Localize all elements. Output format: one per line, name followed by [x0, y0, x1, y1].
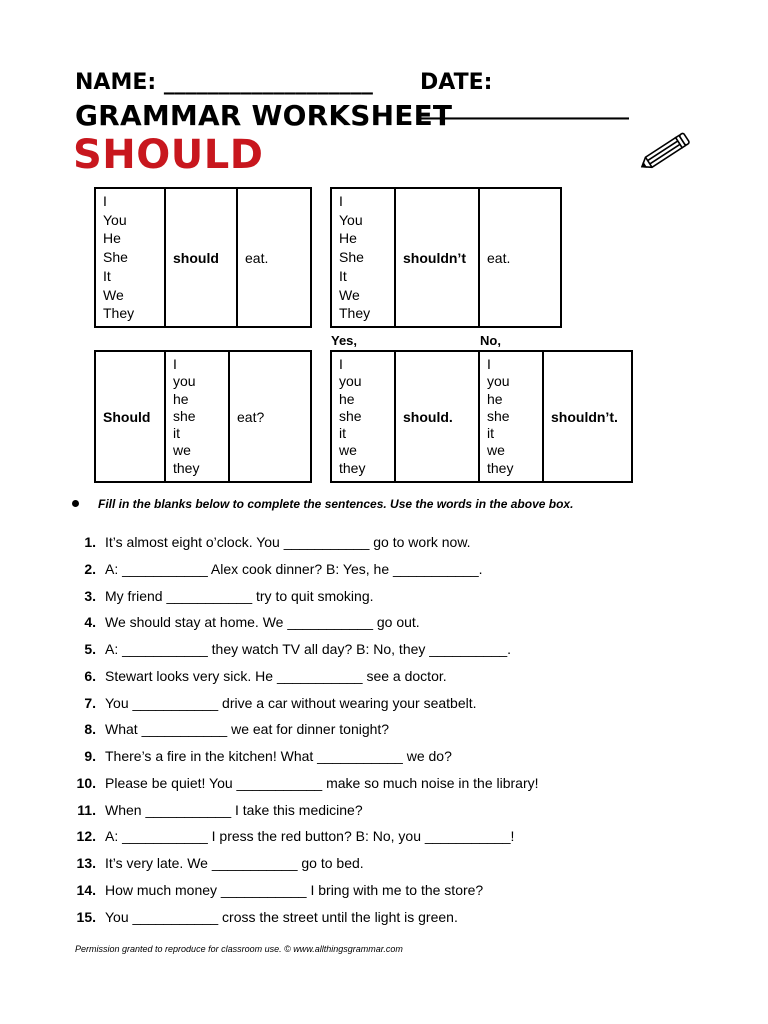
- item-text: You ___________ drive a car without wearing your seatbelt.: [105, 694, 477, 711]
- pronoun: You: [103, 211, 127, 228]
- item-number: 10.: [76, 774, 96, 791]
- negative-modal-cell: shouldn’t: [395, 188, 479, 327]
- positive-form-table: [94, 187, 312, 328]
- item-text: Please be quiet! You ___________ make so much noise in the library!: [105, 774, 539, 791]
- negative-form-table: [330, 187, 562, 328]
- yes-pronoun-cell: [331, 351, 395, 482]
- item-text: A: ___________ I press the red button? B: No, you ___________!: [105, 828, 515, 845]
- yes-modal-cell: should.: [395, 351, 479, 482]
- list-item: [70, 799, 539, 826]
- pronoun: I: [103, 193, 107, 210]
- item-text: When ___________ I take this medicine?: [105, 801, 363, 818]
- pronoun: he: [339, 390, 355, 407]
- pronoun: He: [103, 230, 121, 247]
- instruction-text: Fill in the blanks below to complete the sentences. Use the words in the above box.: [98, 497, 574, 511]
- footer-note: Permission granted to reproduce for classroom use. © www.allthingsgrammar.com: [75, 944, 403, 954]
- pronoun: she: [487, 407, 510, 424]
- item-text: You ___________ cross the street until the light is green.: [105, 908, 458, 925]
- list-item: [70, 825, 539, 852]
- pronoun: It: [339, 267, 347, 284]
- item-number: 2.: [84, 560, 96, 577]
- list-item: [70, 585, 539, 612]
- list-item: [70, 558, 539, 585]
- item-number: 9.: [84, 748, 96, 764]
- item-number: 12.: [76, 828, 96, 845]
- pronoun: he: [173, 390, 189, 407]
- positive-modal-cell: should: [165, 188, 237, 327]
- no-label: No,: [480, 333, 501, 348]
- list-item: [70, 638, 539, 665]
- item-text: What ___________ we eat for dinner tonight?: [105, 721, 390, 738]
- question-form-table: [94, 350, 312, 483]
- pronoun: he: [487, 390, 503, 407]
- item-number: 13.: [76, 855, 96, 871]
- item-number: 4.: [84, 614, 96, 631]
- pronoun: I: [173, 355, 177, 372]
- pronoun: it: [339, 425, 346, 442]
- pronoun: they: [173, 459, 200, 476]
- question-pronoun-cell: [165, 351, 229, 482]
- short-answer-table: [330, 350, 633, 483]
- pronoun: she: [173, 407, 196, 424]
- item-number: 11.: [77, 801, 96, 818]
- list-item: [70, 906, 539, 933]
- pronoun: She: [103, 249, 128, 266]
- pronoun: I: [487, 355, 491, 372]
- worksheet-title: GRAMMAR WORKSHEET: [75, 99, 453, 132]
- pronoun: It: [103, 267, 111, 284]
- item-text: A: ___________ Alex cook dinner? B: Yes, he ___________.: [105, 560, 483, 577]
- negative-pronoun-cell: [331, 188, 395, 327]
- pencil-icon: [632, 130, 694, 176]
- no-modal-cell: shouldn’t.: [543, 351, 632, 482]
- list-item: [70, 879, 539, 906]
- pronoun: they: [487, 459, 514, 476]
- pronoun: it: [487, 425, 494, 442]
- pronoun: He: [339, 230, 357, 247]
- name-field-label: NAME: ___________________: [75, 70, 373, 95]
- list-item: [70, 692, 539, 719]
- question-modal-cell: Should: [95, 351, 165, 482]
- bullet-icon: [72, 500, 79, 507]
- list-item: [70, 665, 539, 692]
- positive-verb-cell: eat.: [237, 188, 311, 327]
- pronoun: we: [173, 442, 191, 459]
- item-text: A: ___________ they watch TV all day? B: No, they __________.: [105, 641, 512, 657]
- item-number: 1.: [84, 534, 96, 550]
- negative-verb-cell: eat.: [479, 188, 561, 327]
- pronoun: we: [487, 442, 505, 459]
- list-item: [70, 852, 539, 879]
- pronoun: I: [339, 193, 343, 210]
- pronoun: she: [339, 407, 362, 424]
- item-text: How much money ___________ I bring with me to the store?: [105, 881, 484, 898]
- yes-label: Yes,: [331, 333, 358, 348]
- question-verb-cell: eat?: [229, 351, 311, 482]
- pronoun: you: [487, 373, 510, 390]
- list-item: [70, 745, 539, 772]
- pronoun: We: [339, 286, 360, 303]
- exercise-list: [70, 531, 539, 932]
- date-field-label: DATE: ___________________: [420, 70, 629, 120]
- pronoun: you: [173, 373, 196, 390]
- no-pronoun-cell: [479, 351, 543, 482]
- item-text: We should stay at home. We ___________ go out.: [105, 614, 420, 631]
- pronoun: They: [339, 305, 371, 322]
- item-number: 15.: [76, 908, 96, 925]
- item-number: 14.: [76, 881, 96, 898]
- pronoun: it: [173, 425, 180, 442]
- item-text: It’s very late. We ___________ go to bed.: [105, 855, 364, 871]
- list-item: [70, 531, 539, 558]
- pronoun: you: [339, 373, 362, 390]
- pronoun: they: [339, 459, 366, 476]
- pronoun: we: [339, 442, 357, 459]
- item-text: It’s almost eight o’clock. You ___________ go to work now.: [105, 534, 471, 550]
- list-item: [70, 772, 539, 799]
- worksheet-subtitle: SHOULD: [73, 132, 264, 178]
- positive-pronoun-cell: [95, 188, 165, 327]
- instruction: [72, 497, 573, 511]
- item-text: Stewart looks very sick. He ___________ see a doctor.: [105, 667, 447, 684]
- list-item: [70, 611, 539, 638]
- pronoun: You: [339, 211, 363, 228]
- pronoun: They: [103, 305, 135, 322]
- item-number: 8.: [84, 721, 96, 738]
- pronoun: I: [339, 355, 343, 372]
- pronoun: We: [103, 286, 124, 303]
- list-item: [70, 718, 539, 745]
- item-text: There’s a fire in the kitchen! What ___________ we do?: [105, 748, 452, 764]
- pronoun: She: [339, 249, 364, 266]
- item-number: 3.: [84, 587, 96, 604]
- item-number: 5.: [84, 641, 96, 657]
- item-text: My friend ___________ try to quit smoking.: [105, 587, 374, 604]
- item-number: 7.: [84, 694, 96, 711]
- item-number: 6.: [84, 667, 96, 684]
